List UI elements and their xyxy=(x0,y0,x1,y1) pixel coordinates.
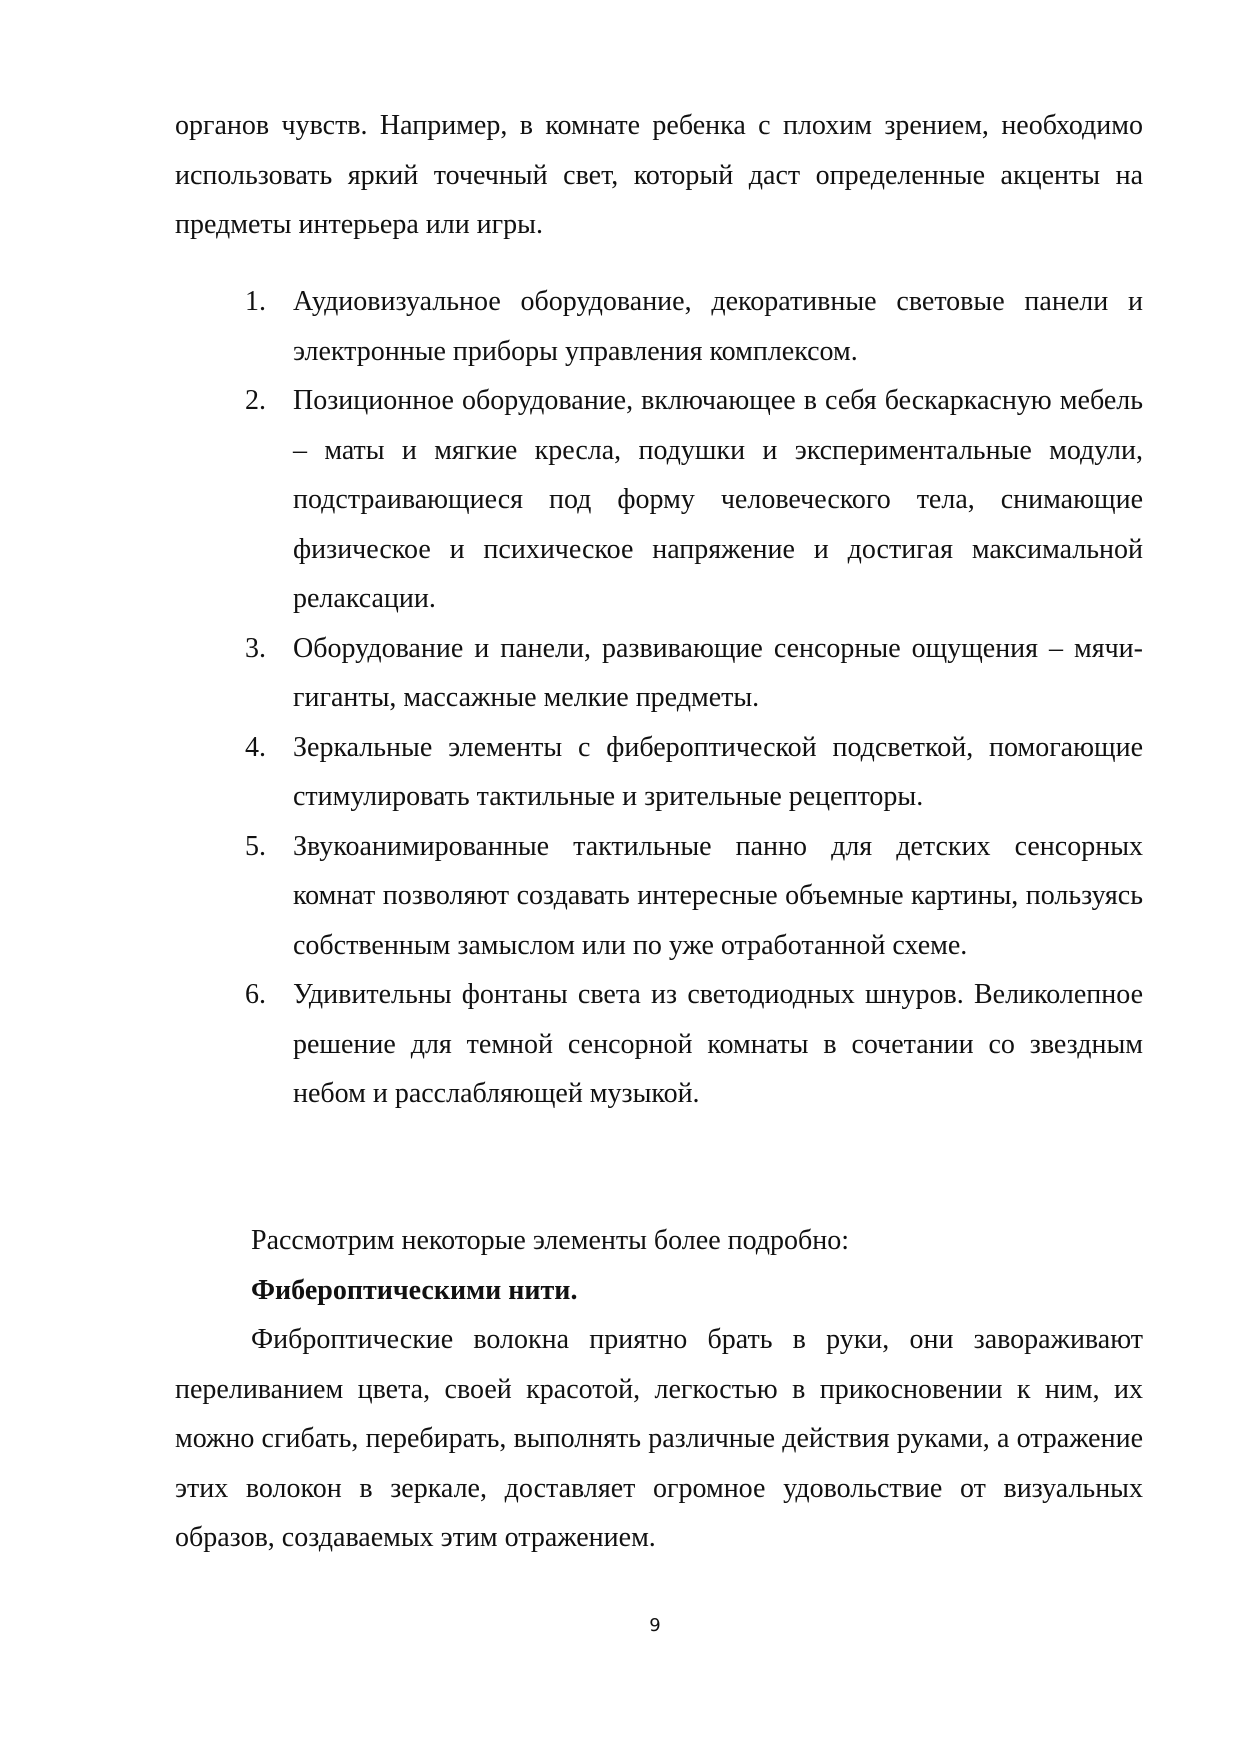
list-item-text: Звукоанимированные тактильные панно для детских сенсорных комнат позволяют создавать интересные объемные картины, пользуясь собственным замыслом или по уже отработанной схеме. xyxy=(293,830,1143,961)
intro-block xyxy=(175,101,1143,250)
list-item-number: 2. xyxy=(245,385,266,416)
details-block xyxy=(175,1216,1143,1563)
list-item-number: 6. xyxy=(245,979,266,1010)
list-item xyxy=(245,822,1143,971)
list-item-number: 3. xyxy=(245,632,266,664)
intro-paragraph: органов чувств. Например, в комнате ребенка с плохим зрением, необходимо использовать яркий точечный свет, который даст определенные акценты на предметы интерьера или игры. xyxy=(175,110,1143,240)
list-item-text: Аудиовизуальное оборудование, декоративные световые панели и электронные приборы управления комплексом. xyxy=(293,286,1143,367)
list-item xyxy=(245,723,1143,822)
consider-paragraph: Рассмотрим некоторые элементы более подробно: xyxy=(251,1225,850,1256)
list-item-number: 1. xyxy=(245,286,266,317)
list-item-text: Зеркальные элементы с фибероптической подсветкой, помогающие стимулировать тактильные и зрительные рецепторы. xyxy=(293,731,1143,812)
list-item-text: Оборудование и панели, развивающие сенсорные ощущения – мячи-гиганты, массажные мелкие предметы. xyxy=(293,632,1143,713)
list-item xyxy=(245,970,1143,1119)
list-item-text: Удивительны фонтаны света из светодиодных шнуров. Великолепное решение для темной сенсорной комнаты в сочетании со звездным небом и расслабляющей музыкой. xyxy=(293,979,1143,1109)
list-item-number: 4. xyxy=(245,731,266,763)
equipment-list xyxy=(245,277,1143,1119)
list-item xyxy=(245,376,1143,624)
list-item-text: Позиционное оборудование, включающее в себя бескаркасную мебель – маты и мягкие кресла, подушки и экспериментальные модули, подстраивающиеся под форму человеческого тела, снимающие физическое и психическое напряжение и достигая максимальной релаксации. xyxy=(293,385,1143,614)
fiber-paragraph: Фиброптические волокна приятно брать в руки, они завораживают переливанием цвета, своей красотой, легкостью в прикосновении к ним, их можно сгибать, перебирать, выполнять различные действия руками, а отражение этих волокон в зеркале, доставляет огромное удовольствие от визуальных образов, создаваемых этим отражением. xyxy=(175,1324,1143,1553)
section-heading: Фибероптическими нити. xyxy=(251,1274,578,1306)
list-item xyxy=(245,277,1143,376)
list-item-number: 5. xyxy=(245,830,266,862)
list-item xyxy=(245,624,1143,723)
page-number: 9 xyxy=(649,1615,661,1636)
